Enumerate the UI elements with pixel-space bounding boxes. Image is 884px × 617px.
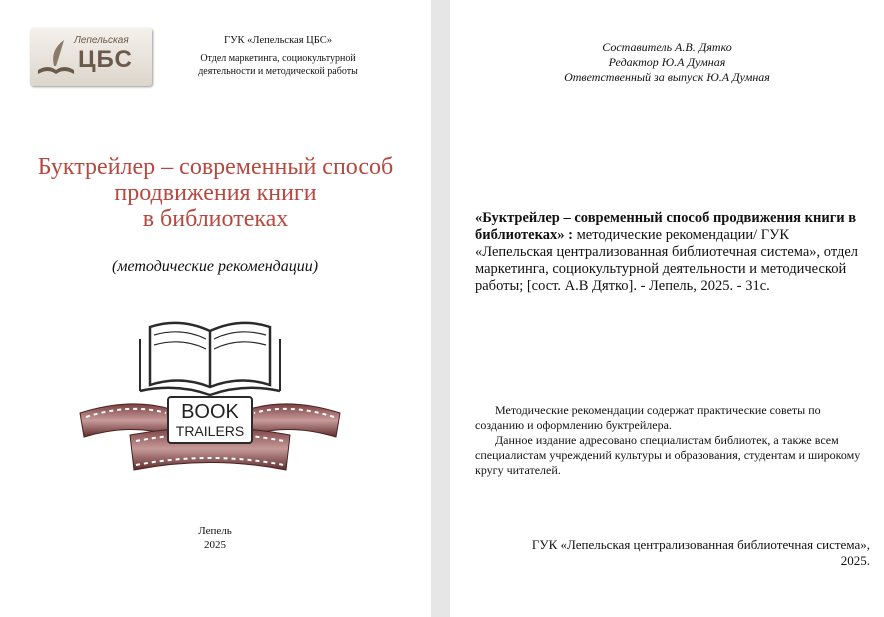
- title-line-3: в библиотеках: [142, 206, 289, 232]
- logo-text-top: Лепельская: [74, 35, 129, 46]
- bibliographic-record: [475, 210, 870, 295]
- credit-editor: Редактор Ю.А Думная: [608, 55, 726, 69]
- credit-compiler: Составитель А.В. Дятко: [602, 40, 732, 54]
- bibliographic-details: методические рекомендации/ ГУК «Лепельская централизованная библиотечная система», отдел маркетинга, социокультурной деятельности и методической работы; [сост. А.В Дятко]. - Лепель, 2025. - 31с.: [475, 227, 859, 294]
- logo-text-main: ЦБС: [78, 46, 133, 73]
- page-gutter: [431, 0, 450, 617]
- annotation-paragraph-2: Данное издание адресовано специалистам библиотек, а также всем специалистам учреждений культуры и образования, студентам и широкому кругу читателей.: [475, 433, 861, 477]
- department-line-2: деятельности и методической работы: [198, 66, 358, 77]
- department-line-1: Отдел маркетинга, социокультурной: [200, 53, 356, 64]
- org-name: ГУК «Лепельская ЦБС»: [224, 35, 332, 46]
- publication-city: Лепель: [198, 525, 232, 537]
- right-page: [450, 0, 884, 617]
- publisher-line-1: ГУК «Лепельская централизованная библиотечная система»,: [531, 537, 870, 552]
- annotation: [475, 403, 870, 478]
- title-line-1: Буктрейлер – современный способ: [37, 154, 394, 180]
- annotation-paragraph-1: Методические рекомендации содержат практические советы по созданию и оформлению буктрейлера.: [475, 403, 821, 432]
- subtitle: (методические рекомендации): [111, 258, 319, 275]
- trailers-label: TRAILERS: [175, 423, 245, 439]
- quill-book-icon: [34, 36, 78, 80]
- credit-responsible: Ответственный за выпуск Ю.А Думная: [564, 70, 770, 84]
- bibliographic-title: «Буктрейлер – современный способ продвижения книги в библиотеках» :: [475, 210, 857, 243]
- book-label: BOOK: [181, 401, 239, 423]
- library-logo: [30, 28, 152, 86]
- title-line-2: продвижения книги: [114, 180, 317, 206]
- book-trailers-illustration: [70, 305, 350, 485]
- left-page: [0, 0, 431, 617]
- publisher-line-2: 2025.: [840, 553, 870, 568]
- open-book-icon: [140, 323, 280, 395]
- publication-year: 2025: [204, 539, 226, 551]
